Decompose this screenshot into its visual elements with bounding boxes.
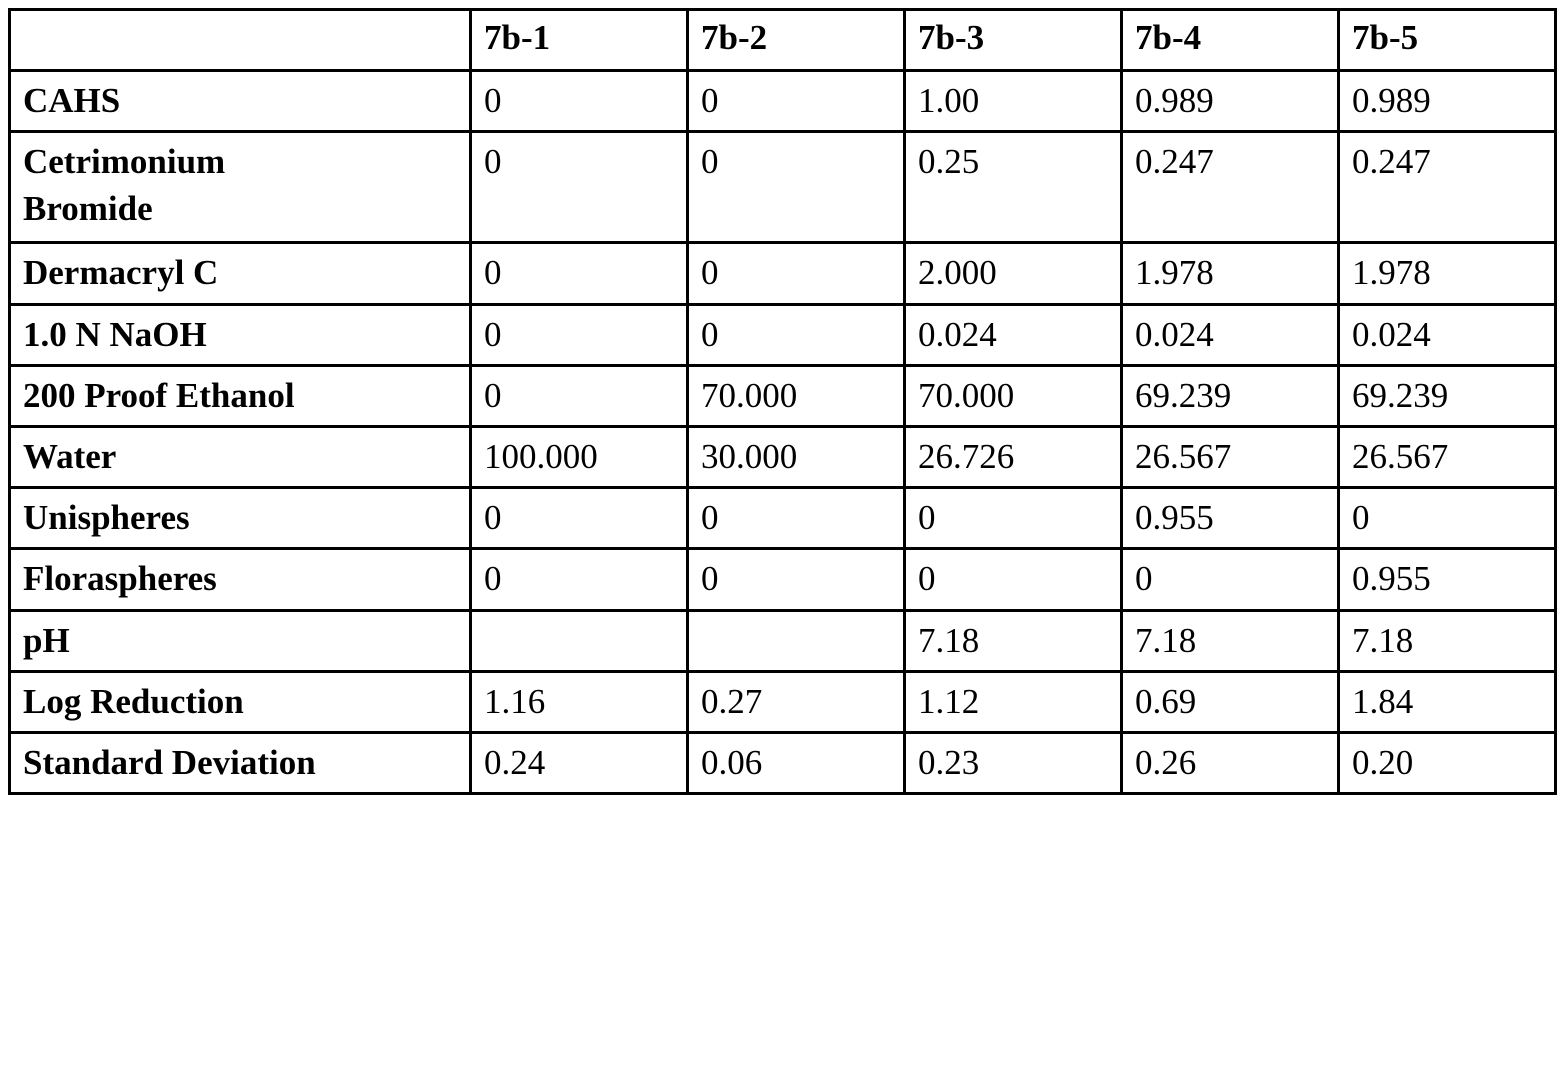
table-header-row: [10, 10, 1556, 71]
cell-std-dev-7b-3: 0.23: [905, 732, 1122, 793]
table-row: [10, 732, 1556, 793]
table-row: [10, 71, 1556, 132]
row-label-ethanol: 200 Proof Ethanol: [10, 365, 471, 426]
cell-cetrimonium-7b-3: 0.25: [905, 132, 1122, 243]
row-label-floraspheres: Floraspheres: [10, 549, 471, 610]
cell-cahs-7b-4: 0.989: [1122, 71, 1339, 132]
formulation-table: [8, 8, 1557, 795]
cell-floraspheres-7b-4: 0: [1122, 549, 1339, 610]
row-label-dermacryl-c: Dermacryl C: [10, 243, 471, 304]
cell-unispheres-7b-1: 0: [471, 488, 688, 549]
row-label-standard-deviation: Standard Deviation: [10, 732, 471, 793]
row-label-cetrimonium-bromide: [10, 132, 471, 243]
cell-log-reduction-7b-3: 1.12: [905, 671, 1122, 732]
column-header-7b-1: 7b-1: [471, 10, 688, 71]
cell-naoh-7b-2: 0: [688, 304, 905, 365]
cell-ethanol-7b-3: 70.000: [905, 365, 1122, 426]
table-row: [10, 610, 1556, 671]
cell-dermacryl-7b-2: 0: [688, 243, 905, 304]
cell-ph-7b-5: 7.18: [1339, 610, 1556, 671]
cell-naoh-7b-5: 0.024: [1339, 304, 1556, 365]
cell-naoh-7b-4: 0.024: [1122, 304, 1339, 365]
table-row: [10, 671, 1556, 732]
cell-water-7b-1: 100.000: [471, 426, 688, 487]
cell-log-reduction-7b-2: 0.27: [688, 671, 905, 732]
cell-unispheres-7b-4: 0.955: [1122, 488, 1339, 549]
cell-dermacryl-7b-4: 1.978: [1122, 243, 1339, 304]
row-label-unispheres: Unispheres: [10, 488, 471, 549]
row-label-line-2: Bromide: [23, 188, 153, 228]
cell-dermacryl-7b-5: 1.978: [1339, 243, 1556, 304]
cell-floraspheres-7b-1: 0: [471, 549, 688, 610]
column-header-7b-3: 7b-3: [905, 10, 1122, 71]
table-row: [10, 132, 1556, 243]
cell-floraspheres-7b-5: 0.955: [1339, 549, 1556, 610]
cell-ethanol-7b-5: 69.239: [1339, 365, 1556, 426]
cell-water-7b-3: 26.726: [905, 426, 1122, 487]
cell-ph-7b-4: 7.18: [1122, 610, 1339, 671]
cell-log-reduction-7b-5: 1.84: [1339, 671, 1556, 732]
table-row: [10, 365, 1556, 426]
cell-unispheres-7b-5: 0: [1339, 488, 1556, 549]
row-label-naoh: 1.0 N NaOH: [10, 304, 471, 365]
cell-naoh-7b-3: 0.024: [905, 304, 1122, 365]
cell-floraspheres-7b-2: 0: [688, 549, 905, 610]
cell-cetrimonium-7b-4: 0.247: [1122, 132, 1339, 243]
cell-log-reduction-7b-1: 1.16: [471, 671, 688, 732]
cell-ethanol-7b-2: 70.000: [688, 365, 905, 426]
cell-ph-7b-3: 7.18: [905, 610, 1122, 671]
cell-naoh-7b-1: 0: [471, 304, 688, 365]
cell-cahs-7b-2: 0: [688, 71, 905, 132]
cell-ph-7b-2: [688, 610, 905, 671]
table-row: [10, 304, 1556, 365]
cell-std-dev-7b-2: 0.06: [688, 732, 905, 793]
column-header-7b-2: 7b-2: [688, 10, 905, 71]
cell-water-7b-5: 26.567: [1339, 426, 1556, 487]
cell-floraspheres-7b-3: 0: [905, 549, 1122, 610]
cell-unispheres-7b-3: 0: [905, 488, 1122, 549]
column-header-7b-5: 7b-5: [1339, 10, 1556, 71]
cell-ethanol-7b-1: 0: [471, 365, 688, 426]
cell-dermacryl-7b-3: 2.000: [905, 243, 1122, 304]
row-label-line-1: Cetrimonium: [23, 142, 226, 182]
cell-ethanol-7b-4: 69.239: [1122, 365, 1339, 426]
cell-dermacryl-7b-1: 0: [471, 243, 688, 304]
row-label-ph: pH: [10, 610, 471, 671]
cell-std-dev-7b-1: 0.24: [471, 732, 688, 793]
cell-ph-7b-1: [471, 610, 688, 671]
cell-std-dev-7b-5: 0.20: [1339, 732, 1556, 793]
cell-cahs-7b-3: 1.00: [905, 71, 1122, 132]
row-label-water: Water: [10, 426, 471, 487]
table-row: [10, 549, 1556, 610]
table-corner-cell: [10, 10, 471, 71]
cell-cetrimonium-7b-5: 0.247: [1339, 132, 1556, 243]
row-label-log-reduction: Log Reduction: [10, 671, 471, 732]
table-row: [10, 243, 1556, 304]
cell-cahs-7b-5: 0.989: [1339, 71, 1556, 132]
cell-cetrimonium-7b-1: 0: [471, 132, 688, 243]
row-label-cahs: CAHS: [10, 71, 471, 132]
cell-cetrimonium-7b-2: 0: [688, 132, 905, 243]
table-row: [10, 426, 1556, 487]
column-header-7b-4: 7b-4: [1122, 10, 1339, 71]
cell-water-7b-2: 30.000: [688, 426, 905, 487]
cell-log-reduction-7b-4: 0.69: [1122, 671, 1339, 732]
cell-cahs-7b-1: 0: [471, 71, 688, 132]
table-row: [10, 488, 1556, 549]
cell-water-7b-4: 26.567: [1122, 426, 1339, 487]
cell-std-dev-7b-4: 0.26: [1122, 732, 1339, 793]
cell-unispheres-7b-2: 0: [688, 488, 905, 549]
